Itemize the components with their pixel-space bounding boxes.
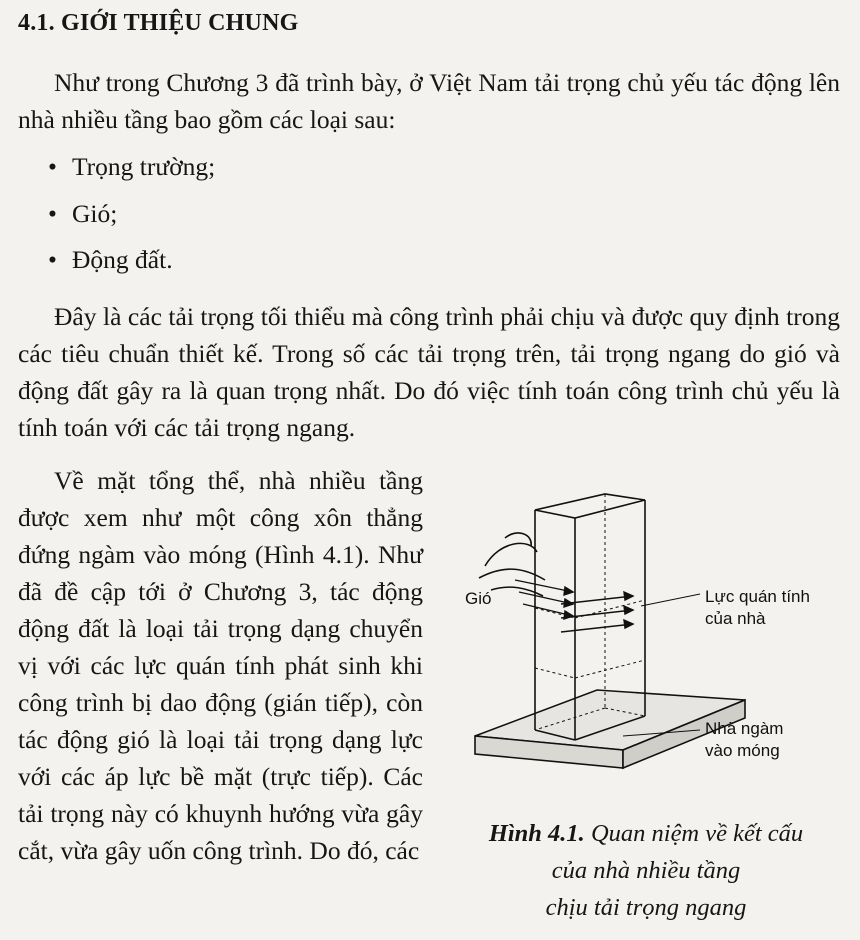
figure-caption: [446, 815, 846, 926]
inertia-arrows: [561, 592, 700, 632]
bullet-icon: •: [48, 152, 57, 181]
list-item-text: Động đất.: [72, 245, 173, 274]
building-diagram: [445, 468, 845, 808]
section-heading: 4.1. GIỚI THIỆU CHUNG: [18, 10, 299, 36]
caption-line: Quan niệm về kết cấu: [590, 820, 804, 847]
figure-number: Hình 4.1.: [488, 820, 585, 847]
inertia-label-line2: của nhà: [705, 609, 766, 628]
wind-label: Gió: [465, 589, 492, 608]
bullet-icon: •: [48, 245, 57, 274]
list-item: [48, 241, 215, 288]
wind-arrows: [515, 580, 573, 619]
fixed-label-line1: Nhà ngàm: [705, 719, 784, 738]
figure-4-1: [445, 468, 845, 808]
list-item-text: Gió;: [72, 198, 118, 228]
caption-line: chịu tải trọng ngang: [545, 894, 747, 921]
fixed-label-line2: vào móng: [705, 741, 780, 760]
list-item-text: Trọng trường;: [72, 152, 216, 181]
list-item: [48, 148, 215, 195]
bullet-icon: •: [48, 198, 57, 228]
load-types-list: [48, 148, 215, 288]
caption-line: của nhà nhiều tầng: [551, 857, 741, 884]
cantilever-paragraph: Về mặt tổng thể, nhà nhiều tầng được xem như một công xôn thẳng đứng ngàm vào móng (Hình 4.1). Như đã đề cập tới ở Chương 3, tác động động đất là loại tải trọng dạng chuyển vị với các lực quán tính phát sinh khi công trình bị dao động (gián tiếp), còn tác động gió là loại tải trọng dạng lực với các áp lực bề mặt (trực tiếp). Các tải trọng này có khuynh hướng vừa gây cắt, vừa gây uốn công trình. Do đó, các: [18, 466, 423, 865]
importance-paragraph: Đây là các tải trọng tối thiểu mà công trình phải chịu và được quy định trong các tiêu chuẩn thiết kế. Trong số các tải trọng trên, tải trọng ngang do gió và động đất gây ra là quan trọng nhất. Do đó việc tính toán công trình chủ yếu là tính toán với các tải trọng ngang.: [18, 302, 840, 442]
list-item: [48, 195, 215, 242]
inertia-label-line1: Lực quán tính: [705, 587, 810, 606]
intro-paragraph: Như trong Chương 3 đã trình bày, ở Việt Nam tải trọng chủ yếu tác động lên nhà nhiều tầng bao gồm các loại sau:: [18, 68, 840, 134]
